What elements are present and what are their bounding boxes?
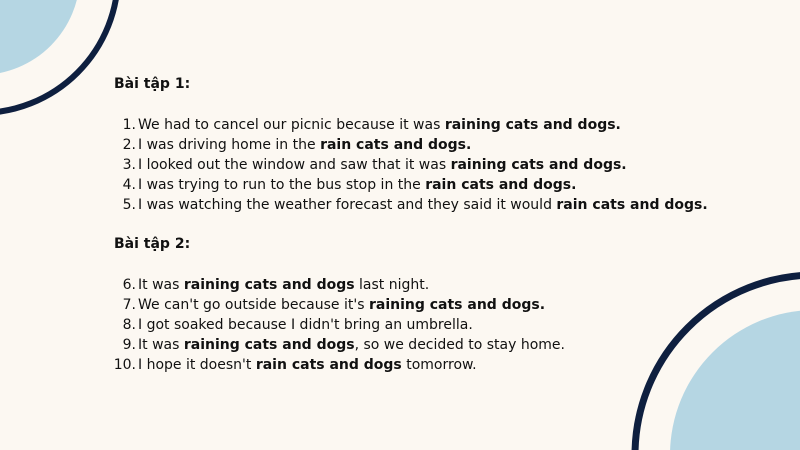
idiom-highlight: rain cats and dogs bbox=[255, 357, 402, 373]
item-number: 10. bbox=[113, 357, 136, 373]
sentence-text: I looked out the window and saw that it was bbox=[138, 157, 451, 173]
sentence-text: , so we decided to stay home. bbox=[354, 337, 565, 353]
list-item bbox=[0, 275, 700, 295]
sentence-text: I was trying to run to the bus stop in the bbox=[138, 177, 426, 193]
item-number: 7. bbox=[122, 297, 136, 313]
exercise-1-list bbox=[0, 115, 708, 215]
item-number: 3. bbox=[122, 157, 136, 173]
idiom-highlight: raining cats and dogs bbox=[183, 337, 355, 353]
idiom-highlight: rain cats and dogs. bbox=[425, 177, 577, 193]
exercise-2-heading: Bài tập 2: bbox=[114, 236, 191, 252]
exercise-2-list bbox=[0, 275, 700, 375]
sentence-text: It was bbox=[138, 277, 184, 293]
sentence-text: We can't go outside because it's bbox=[138, 297, 369, 313]
item-number: 9. bbox=[122, 337, 136, 353]
list-item bbox=[0, 195, 708, 215]
idiom-highlight: raining cats and dogs. bbox=[450, 157, 627, 173]
item-sentence bbox=[138, 335, 565, 355]
exercise-1-heading: Bài tập 1: bbox=[114, 76, 191, 92]
idiom-highlight: raining cats and dogs. bbox=[444, 117, 621, 133]
sentence-text: I hope it doesn't bbox=[138, 357, 256, 373]
item-sentence bbox=[138, 355, 477, 375]
item-sentence bbox=[138, 135, 471, 155]
idiom-highlight: raining cats and dogs bbox=[183, 277, 355, 293]
list-item bbox=[0, 335, 700, 355]
idiom-highlight: rain cats and dogs. bbox=[556, 197, 708, 213]
sentence-text: I was watching the weather forecast and they said it would bbox=[138, 197, 557, 213]
item-sentence bbox=[138, 155, 627, 175]
item-number: 1. bbox=[122, 117, 136, 133]
sentence-text: We had to cancel our picnic because it was bbox=[138, 117, 445, 133]
sentence-text: last night. bbox=[354, 277, 430, 293]
item-sentence bbox=[138, 315, 473, 335]
idiom-highlight: rain cats and dogs. bbox=[320, 137, 472, 153]
sentence-text: tomorrow. bbox=[401, 357, 477, 373]
item-number: 8. bbox=[122, 317, 136, 333]
item-sentence bbox=[138, 115, 621, 135]
item-sentence bbox=[138, 195, 708, 215]
item-sentence bbox=[138, 175, 576, 195]
item-number: 4. bbox=[122, 177, 136, 193]
sentence-text: I was driving home in the bbox=[138, 137, 321, 153]
idiom-highlight: raining cats and dogs. bbox=[368, 297, 546, 313]
sentence-text: I got soaked because I didn't bring an umbrella. bbox=[138, 317, 473, 333]
item-number: 6. bbox=[122, 277, 136, 293]
item-sentence bbox=[138, 275, 429, 295]
list-item bbox=[0, 355, 700, 375]
list-item bbox=[0, 295, 700, 315]
list-item bbox=[0, 115, 700, 135]
list-item bbox=[0, 135, 700, 155]
list-item bbox=[0, 175, 700, 195]
item-sentence bbox=[138, 295, 545, 315]
sentence-text: It was bbox=[138, 337, 184, 353]
item-number: 5. bbox=[122, 197, 136, 213]
list-item bbox=[0, 315, 700, 335]
item-number: 2. bbox=[122, 137, 136, 153]
list-item bbox=[0, 155, 700, 175]
